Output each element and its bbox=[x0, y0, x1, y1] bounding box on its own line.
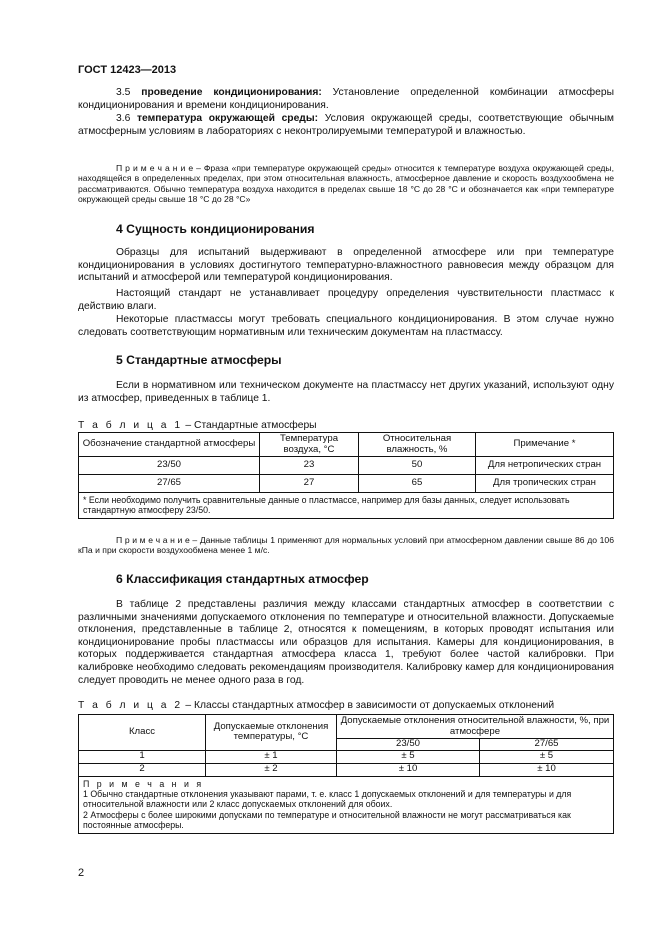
table-row bbox=[79, 475, 614, 493]
section-4-title: 4 Сущность кондиционирования bbox=[116, 222, 315, 236]
table-cell: 27 bbox=[260, 475, 359, 493]
page-number: 2 bbox=[78, 867, 85, 879]
header-cell: Температура воздуха, °С bbox=[260, 433, 359, 457]
header-cell: Допускаемые отклонения температуры, °С bbox=[206, 715, 337, 751]
note-text: – Данные таблицы 1 применяют для нормальных условий при атмосферном давлении свыше 86 до 106 кПа и при скорости воздухообмена менее 1 м/с. bbox=[78, 535, 614, 556]
clause-number: 3.5 bbox=[116, 87, 142, 98]
table-cell: ± 1 bbox=[206, 750, 337, 763]
table-cell: ± 5 bbox=[337, 750, 480, 763]
section-5-paragraph-1: Если в нормативном или техническом документе на пластмассу нет других указаний, используют одну из атмосфер, приведенных в таблице 1. bbox=[78, 380, 614, 404]
note-text: – Фраза «при температуре окружающей среды» относится к температуре воздуха окружающей среды, находящейся в определенных пределах, при этом относительная влажность, атмосферное давление и скорость воздухообмена не рассматриваются. Обычно температура воздуха находится в пределах свыше 18 °С до 28 °С и обозначается как «при температуре окружающей среды свыше 18 °С до 28 °С» bbox=[78, 163, 614, 205]
term: проведение кондиционирования: bbox=[141, 87, 322, 98]
section-6-title: 6 Классификация стандартных атмосфер bbox=[116, 572, 369, 586]
clause-3-6 bbox=[78, 113, 614, 138]
table-row bbox=[79, 763, 614, 776]
note-label: П р и м е ч а н и е bbox=[116, 535, 190, 545]
table-1-standard-atmospheres bbox=[78, 432, 614, 519]
table-notes-row bbox=[79, 776, 614, 833]
section-4-paragraph-3: Некоторые пластмассы могут требовать специального кондиционирования. В этом случае нужно следовать соответствующим нормативным или техническим документам на пластмассу. bbox=[78, 314, 614, 338]
table-row bbox=[79, 457, 614, 475]
table-cell: 65 bbox=[359, 475, 476, 493]
note-label: П р и м е ч а н и е bbox=[116, 163, 194, 173]
header-cell: 27/65 bbox=[480, 739, 614, 751]
table-title: – Стандартные атмосферы bbox=[182, 420, 317, 431]
term: температура окружающей среды: bbox=[136, 113, 319, 124]
header-cell: Класс bbox=[79, 715, 206, 751]
table-cell: 50 bbox=[359, 457, 476, 475]
header-cell: Обозначение стандартной атмосферы bbox=[79, 433, 260, 457]
definition: Установление определенной комбинации атмосферы кондиционирования и времени кондиционирования. bbox=[78, 87, 614, 111]
table-label: Т а б л и ц а 1 bbox=[78, 420, 183, 431]
table-header-row bbox=[79, 433, 614, 457]
document-header: ГОСТ 12423—2013 bbox=[78, 64, 177, 76]
definition: Условия окружающей среды, соответствующие обычным атмосферным условиям в лабораториях с неконтролируемыми температурой и влажностью. bbox=[78, 113, 614, 137]
table-row bbox=[79, 750, 614, 763]
section-6-paragraph-1: В таблице 2 представлены различия между классами стандартных атмосфер в соответствии с различными значениями допускаемого отклонения по температуре и относительной влажности. Допускаемые отклонения, представленные в таблице 2, относятся к помещениям, в которых проводят испытания или кондиционирование пробы пластмассы или образцов для испытания. Камеры для кондиционирования, в которых поддерживается стандартная атмосфера класса 1, требуют более частой калибровки. При калибровке необходимо следовать рекомендациям производителя. Калибровку камер для кондиционирования следует проводить не менее одного раза в год. bbox=[78, 599, 614, 686]
table-2-atmosphere-classes bbox=[78, 714, 614, 834]
table-cell: 1 bbox=[79, 750, 206, 763]
note-table-1 bbox=[78, 535, 614, 556]
table-notes bbox=[79, 776, 614, 833]
table-header-row bbox=[79, 715, 614, 739]
table-cell: 2 bbox=[79, 763, 206, 776]
table-footnote-row bbox=[79, 493, 614, 519]
table-cell: ± 10 bbox=[337, 763, 480, 776]
notes-label: П р и м е ч а н и я bbox=[83, 778, 204, 789]
table-cell: 27/65 bbox=[79, 475, 260, 493]
section-4-paragraph-1: Образцы для испытаний выдерживают в определенной атмосфере или при температуре кондиционирования в условиях достигнутого температурно-влажностного равновесия между образцом для испытаний и атмосферой или температурой кондиционирования. bbox=[78, 247, 614, 284]
table-cell: Для тропических стран bbox=[476, 475, 614, 493]
clause-number: 3.6 bbox=[116, 113, 137, 124]
table-cell: ± 10 bbox=[480, 763, 614, 776]
table-label: Т а б л и ц а 2 bbox=[78, 700, 183, 711]
header-cell: Относительная влажность, % bbox=[359, 433, 476, 457]
header-cell: 23/50 bbox=[337, 739, 480, 751]
table-note-2: 2 Атмосферы с более широкими допусками по температуре и относительной влажности не могут рассматриваться как постоянные атмосферы. bbox=[83, 809, 571, 831]
note-ambient-temperature bbox=[78, 163, 614, 205]
table-cell: 23/50 bbox=[79, 457, 260, 475]
table-cell: 23 bbox=[260, 457, 359, 475]
table-2-caption bbox=[78, 700, 554, 711]
table-cell: ± 2 bbox=[206, 763, 337, 776]
header-cell: Примечание * bbox=[476, 433, 614, 457]
table-title: – Классы стандартных атмосфер в зависимости от допускаемых отклонений bbox=[182, 700, 555, 711]
clause-3-5 bbox=[78, 87, 614, 112]
table-cell: Для нетропических стран bbox=[476, 457, 614, 475]
table-footnote: * Если необходимо получить сравнительные данные о пластмассе, например для базы данных, следует использовать стандартную атмосферу 23/50. bbox=[79, 493, 614, 519]
table-note-1: 1 Обычно стандартные отклонения указывают парами, т. е. класс 1 допускаемых отклонений и для температуры и для относительной влажности или 2 класс допускаемых отклонений для обоих. bbox=[83, 789, 572, 810]
section-5-title: 5 Стандартные атмосферы bbox=[116, 353, 282, 367]
section-4-paragraph-2: Настоящий стандарт не устанавливает процедуру определения чувствительности пластмасс к действию влаги. bbox=[78, 288, 614, 312]
table-1-caption bbox=[78, 420, 317, 431]
table-cell: ± 5 bbox=[480, 750, 614, 763]
header-cell: Допускаемые отклонения относительной влажности, %, при атмосфере bbox=[337, 715, 614, 739]
